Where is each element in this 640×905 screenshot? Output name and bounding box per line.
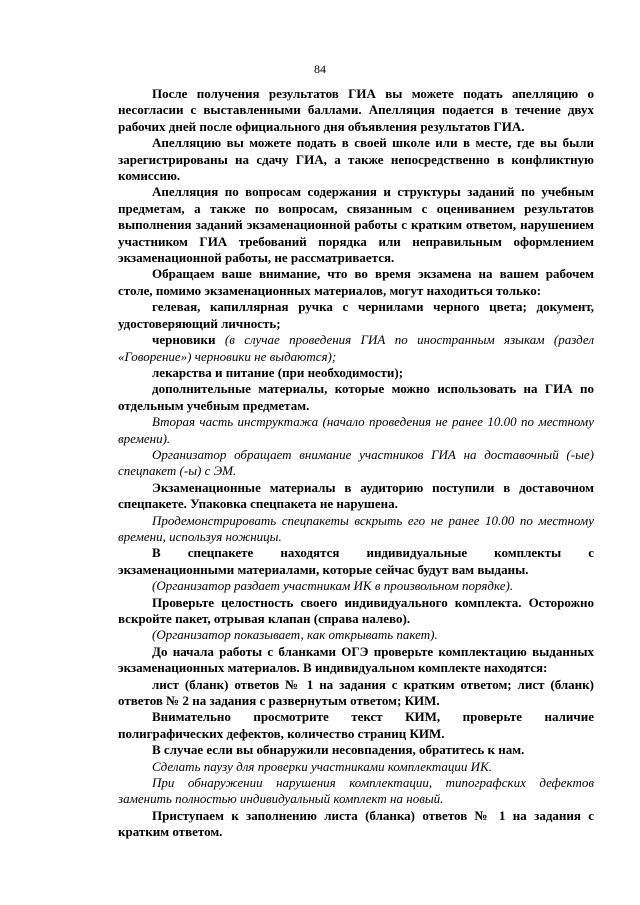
paragraph-check-integrity: Проверьте целостность своего индивидуального комплекта. Осторожно вскройте пакет, отрывая клапан (справа налево). (118, 594, 594, 626)
paragraph-second-part-note: Вторая часть инструктажа (начало проведения не ранее 10.00 по местному времени). (118, 414, 594, 446)
paragraph-allowed-medicine: лекарства и питание (при необходимости); (152, 364, 404, 380)
paragraph-report-mismatch: В случае если вы обнаружили несовпадения, обратитесь к нам. (152, 742, 525, 758)
paragraph-individual-kits: В спецпакете находятся индивидуальные комплекты с экзаменационными материалами, которые сейчас будут вам выданы. (118, 545, 594, 577)
page-number: 84 (314, 62, 326, 76)
paragraph-allowed-extra-materials: дополнительные материалы, которые можно использовать на ГИА по отдельным учебным предметам. (118, 381, 594, 413)
drafts-label: черновики (152, 332, 225, 348)
paragraph-inspect-kim: Внимательно просмотрите текст КИМ, проверьте наличие полиграфических дефектов, количество страниц КИМ. (118, 709, 594, 741)
paragraph-organizer-shows: (Организатор показывает, как открывать пакет). (152, 627, 438, 643)
paragraph-allowed-pen: гелевая, капиллярная ручка с чернилами черного цвета; документ, удостоверяющий личность; (118, 299, 594, 331)
paragraph-replace-kit-note: При обнаружении нарушения комплектации, типографских дефектов заменить полностью индивидуальный комплект на новый. (118, 775, 594, 807)
drafts-note: (в случае проведения ГИА по иностранным языкам (раздел «Говорение») черновики не выдаются); (118, 332, 594, 364)
paragraph-organizer-distributes: (Организатор раздает участникам ИК в произвольном порядке). (152, 578, 514, 594)
paragraph-kit-contents: лист (бланк) ответов № 1 на задания с кратким ответом; лист (бланк) ответов № 2 на задания с развернутым ответом; КИМ. (118, 676, 594, 709)
paragraph-allowed-drafts (118, 332, 594, 365)
paragraph-start-filling: Приступаем к заполнению листа (бланка) ответов № 1 на задания с кратким ответом. (118, 807, 594, 840)
paragraph-pause-note: Сделать паузу для проверки участниками комплектации ИК. (152, 758, 492, 774)
paragraph-allowed-items-intro: Обращаем ваше внимание, что во время экзамена на вашем рабочем столе, помимо экзаменационных материалов, могут находиться только: (118, 266, 594, 298)
paragraph-organizer-attention: Организатор обращает внимание участников ГИА на доставочный (-ые) спецпакет (-ы) с ЭМ. (118, 446, 594, 479)
paragraph-appeal-place: Апелляцию вы можете подать в своей школе или в месте, где вы были зарегистрированы на сдачу ГИА, а также непосредственно в конфликтную комиссию. (118, 135, 594, 184)
paragraph-demonstrate-packages: Продемонстрировать спецпакеты вскрыть его не ранее 10.00 по местному времени, используя ножницы. (118, 512, 594, 544)
paragraph-check-contents: До начала работы с бланками ОГЭ проверьте комплектацию выданных экзаменационных материалов. В индивидуальном комплекте находятся: (118, 643, 594, 676)
paragraph-materials-arrived: Экзаменационные материалы в аудиторию поступили в доставочном спецпакете. Упаковка спецпакета не нарушена. (118, 479, 594, 512)
document-body (118, 86, 594, 841)
paragraph-appeal-not-considered: Апелляция по вопросам содержания и структуры заданий по учебным предметам, а также по вопросам, связанным с оцениванием результатов выполнения заданий экзаменационной работы с кратким ответом, нарушением участником ГИА требований порядка или неправильным оформлением экзаменационной работы, не рассматривается. (118, 184, 594, 266)
paragraph-appeal-timing: После получения результатов ГИА вы можете подать апелляцию о несогласии с выставленными баллами. Апелляция подается в течение двух рабочих дней после официального дня объявления результатов ГИА. (118, 86, 594, 134)
